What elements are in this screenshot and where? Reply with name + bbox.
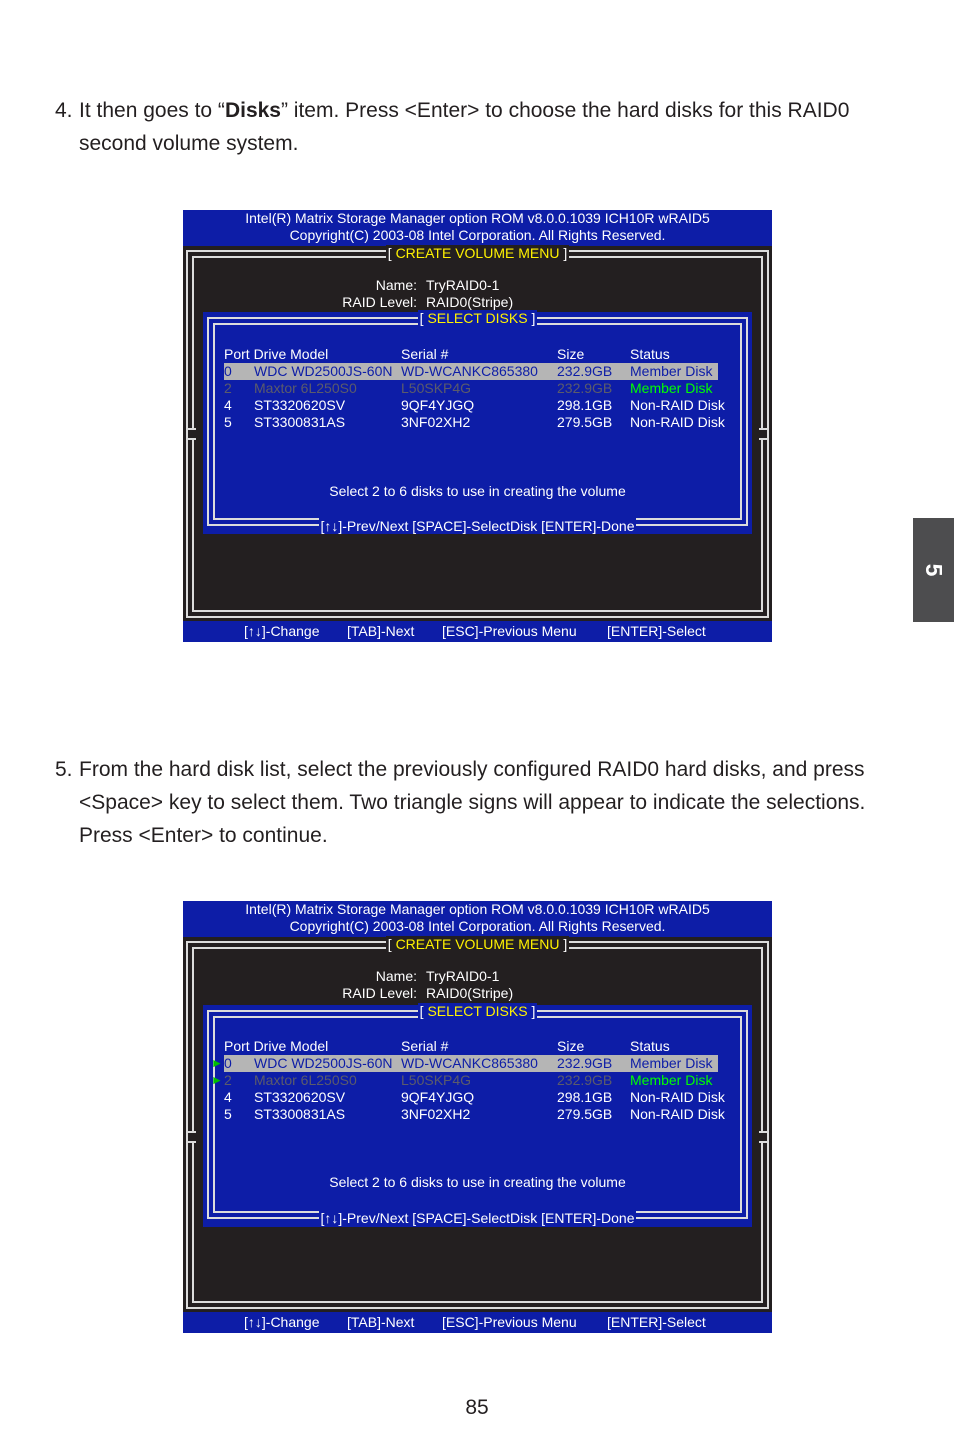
disk-table-header: Port Drive Model Serial # Size Status xyxy=(224,346,670,362)
disk-row[interactable]: 0 WDC WD2500JS-60N WD-WCANKC865380 232.9GB Member Disk xyxy=(224,363,713,379)
selection-triangle-icon: ► xyxy=(211,1073,223,1087)
bios-screen-2: Intel(R) Matrix Storage Manager option ROM v8.0.0.1039 ICH10R wRAID5 Copyright(C) 2003-08 Intel Corporation. All Rights Reserved. [ CREATE VOLUME MENU ] Name: TryRAID0-1 RAID Level: RAID0(Stripe) [ SELECT DISKS ] Port Drive Model Serial # Size Status ► 0 WDC WD2500JS-60N WD-WCANKC865380 232.9GB Member Disk ► 2 Maxtor 6L250S0 L50SKP4G 232.9GB Member Disk 4 ST3320620SV 9QF4YJGQ 298.1GB Non-RAID Disk 5 ST3300831AS 3NF02XH2 279.5GB Non-RAID Disk Select 2 to 6 disks to use in creating the volume [↑↓]-Prev/Next [SPACE]-SelectDisk [ENTER]-Done [↑↓]-Change [TAB]-Next [ESC]-Previous Menu [ENTER]-Select xyxy=(183,901,772,1333)
disk-row[interactable]: 2 Maxtor 6L250S0 L50SKP4G 232.9GB Member Disk xyxy=(224,380,713,396)
create-volume-title: [ CREATE VOLUME MENU ] xyxy=(387,936,568,952)
disk-row[interactable]: 0 WDC WD2500JS-60N WD-WCANKC865380 232.9GB Member Disk xyxy=(224,1055,713,1071)
disk-row[interactable]: 5 ST3300831AS 3NF02XH2 279.5GB Non-RAID Disk xyxy=(224,1106,725,1122)
disk-row[interactable]: 5 ST3300831AS 3NF02XH2 279.5GB Non-RAID Disk xyxy=(224,414,725,430)
step-5-instruction xyxy=(55,753,915,852)
bios-screen-1: Intel(R) Matrix Storage Manager option ROM v8.0.0.1039 ICH10R wRAID5 Copyright(C) 2003-08 Intel Corporation. All Rights Reserved. [ CREATE VOLUME MENU ] Name: TryRAID0-1 RAID Level: RAID0(Stripe) [ SELECT DISKS ] Port Drive Model Serial # Size Status 0 WDC WD2500JS-60N WD-WCANKC865380 232.9GB Member Disk 2 Maxtor 6L250S0 L50SKP4G 232.9GB Member Disk 4 ST3320620SV 9QF4YJGQ 298.1GB Non-RAID Disk 5 ST3300831AS 3NF02XH2 279.5GB Non-RAID Disk Select 2 to 6 disks to use in creating the volume [↑↓]-Prev/Next [SPACE]-SelectDisk [ENTER]-Done [↑↓]-Change [TAB]-Next [ESC]-Previous Menu [ENTER]-Select xyxy=(183,210,772,642)
disk-row[interactable]: 4 ST3320620SV 9QF4YJGQ 298.1GB Non-RAID Disk xyxy=(224,1089,725,1105)
disk-row[interactable]: 2 Maxtor 6L250S0 L50SKP4G 232.9GB Member Disk xyxy=(224,1072,713,1088)
step-text: It then goes to “Disks” item. Press <Enter> to choose the hard disks for this RAID0 second volume system. xyxy=(79,99,850,155)
step-number: 5. xyxy=(55,758,73,781)
bios-header: Intel(R) Matrix Storage Manager option ROM v8.0.0.1039 ICH10R wRAID5 Copyright(C) 2003-08 Intel Corporation. All Rights Reserved. xyxy=(183,210,772,246)
select-disks-title: [ SELECT DISKS ] xyxy=(419,1003,536,1019)
create-volume-title: [ CREATE VOLUME MENU ] xyxy=(387,245,568,261)
bios-header: Intel(R) Matrix Storage Manager option ROM v8.0.0.1039 ICH10R wRAID5 Copyright(C) 2003-08 Intel Corporation. All Rights Reserved. xyxy=(183,901,772,937)
bios-footer: [↑↓]-Change [TAB]-Next [ESC]-Previous Menu [ENTER]-Select xyxy=(183,621,772,642)
select-disks-title: [ SELECT DISKS ] xyxy=(419,310,536,326)
chapter-tab: 5 xyxy=(913,518,954,622)
select-message: Select 2 to 6 disks to use in creating the volume xyxy=(329,1174,626,1190)
select-disks-panel xyxy=(203,1005,752,1227)
disks-keyword: Disks xyxy=(224,99,281,122)
step-text: From the hard disk list, select the previously configured RAID0 hard disks, and press <Space> key to select them. Two triangle signs will appear to indicate the selections. Press <Enter> to continue. xyxy=(79,758,866,847)
select-disks-panel xyxy=(203,312,752,534)
step-4-instruction xyxy=(55,94,915,160)
select-message: Select 2 to 6 disks to use in creating the volume xyxy=(329,483,626,499)
bios-footer: [↑↓]-Change [TAB]-Next [ESC]-Previous Menu [ENTER]-Select xyxy=(183,1312,772,1333)
page-number: 85 xyxy=(465,1396,489,1419)
panel-nav-hint: [↑↓]-Prev/Next [SPACE]-SelectDisk [ENTER]-Done xyxy=(320,1210,635,1226)
disk-table-header: Port Drive Model Serial # Size Status xyxy=(224,1038,670,1054)
step-number: 4. xyxy=(55,99,73,122)
panel-nav-hint: [↑↓]-Prev/Next [SPACE]-SelectDisk [ENTER]-Done xyxy=(320,518,635,534)
selection-triangle-icon: ► xyxy=(211,1056,223,1070)
disk-row[interactable]: 4 ST3320620SV 9QF4YJGQ 298.1GB Non-RAID Disk xyxy=(224,397,725,413)
